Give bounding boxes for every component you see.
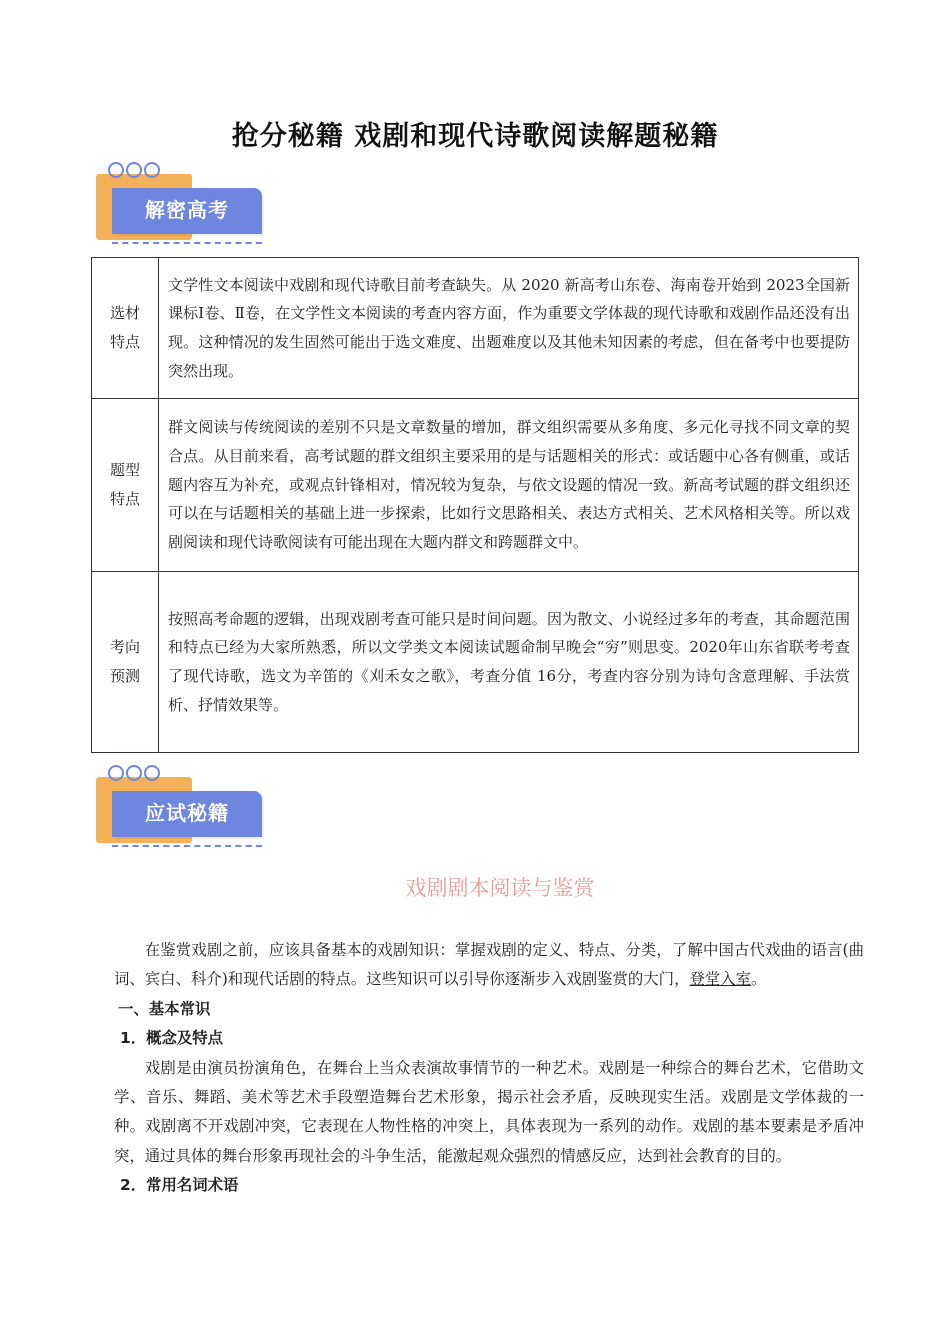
badge-dashed-underline <box>112 845 262 847</box>
table-row <box>92 258 859 399</box>
row-header: 题型 特点 <box>92 399 159 572</box>
section-badge-yingshi <box>94 765 266 855</box>
underlined-phrase: 登堂入室 <box>689 970 752 989</box>
badge-dashed-underline <box>112 242 262 244</box>
section-badge-jiemi <box>94 162 266 252</box>
heading-basic-knowledge: 一、基本常识 <box>118 999 211 1018</box>
heading-concept: 1．概念及特点 <box>120 1029 224 1048</box>
section-subtitle: 戏剧剧本阅读与鉴赏 <box>405 876 595 900</box>
binder-rings-icon <box>108 765 162 779</box>
table-row <box>92 399 859 572</box>
heading-terms: 2．常用名词术语 <box>120 1176 239 1195</box>
intro-paragraph: 在鉴赏戏剧之前，应该具备基本的戏剧知识：掌握戏剧的定义、特点、分类，了解中国古代戏曲的语言(曲词、宾白、科介)和现代话剧的特点。这些知识可以引导你逐渐步入戏剧鉴赏的大门，登堂入室。 <box>114 941 864 989</box>
table-row <box>92 572 859 753</box>
exam-info-table <box>91 257 859 753</box>
badge-front-block <box>112 791 262 837</box>
row-header: 考向 预测 <box>92 572 159 753</box>
badge-label: 应试秘籍 <box>145 801 229 825</box>
row-body: 按照高考命题的逻辑，出现戏剧考查可能只是时间问题。因为散文、小说经过多年的考查，其命题范围和特点已经为大家所熟悉，所以文学类文本阅读试题命制早晚会“穷”则思变。2020年山东省联考考查了现代诗歌，选文为辛笛的《刈禾女之歌》，考查分值 16分，考查内容分别为诗句含意理解、手法赏析、抒情效果等。 <box>159 572 859 753</box>
page-title: 抢分秘籍 戏剧和现代诗歌阅读解题秘籍 <box>231 121 719 152</box>
row-body: 群文阅读与传统阅读的差别不只是文章数量的增加，群文组织需要从多角度、多元化寻找不同文章的契合点。从目前来看，高考试题的群文组织主要采用的是与话题相关的形式：或话题中心各有侧重，或话题内容互为补充，或观点针锋相对，情况较为复杂，与依文设题的情况一致。新高考试题的群文组织还可以在与话题相关的基础上进一步探索，比如行文思路相关、表达方式相关、艺术风格相关等。所以戏剧阅读和现代诗歌阅读有可能出现在大题内群文和跨题群文中。 <box>159 399 859 572</box>
binder-rings-icon <box>108 162 162 176</box>
concept-paragraph: 戏剧是由演员扮演角色，在舞台上当众表演故事情节的一种艺术。戏剧是一种综合的舞台艺术，它借助文学、音乐、舞蹈、美术等艺术手段塑造舞台艺术形象，揭示社会矛盾，反映现实生活。戏剧是文学体裁的一种。戏剧离不开戏剧冲突，它表现在人物性格的冲突上，具体表现为一系列的动作。戏剧的基本要素是矛盾冲突，通过具体的舞台形象再现社会的斗争生活，能激起观众强烈的情感反应，达到社会教育的目的。 <box>114 1058 864 1165</box>
badge-label: 解密高考 <box>145 198 229 222</box>
row-header: 选材 特点 <box>92 258 159 399</box>
article-body <box>114 936 864 1201</box>
badge-front-block <box>112 188 262 234</box>
row-body: 文学性文本阅读中戏剧和现代诗歌目前考查缺失。从 2020 新高考山东卷、海南卷开始到 2023全国新课标Ⅰ卷、Ⅱ卷，在文学性文本阅读的考查内容方面，作为重要文学体裁的现代诗歌和戏剧作品还没有出现。这种情况的发生固然可能出于选文难度、出题难度以及其他未知因素的考虑，但在备考中也要提防突然出现。 <box>159 258 859 399</box>
